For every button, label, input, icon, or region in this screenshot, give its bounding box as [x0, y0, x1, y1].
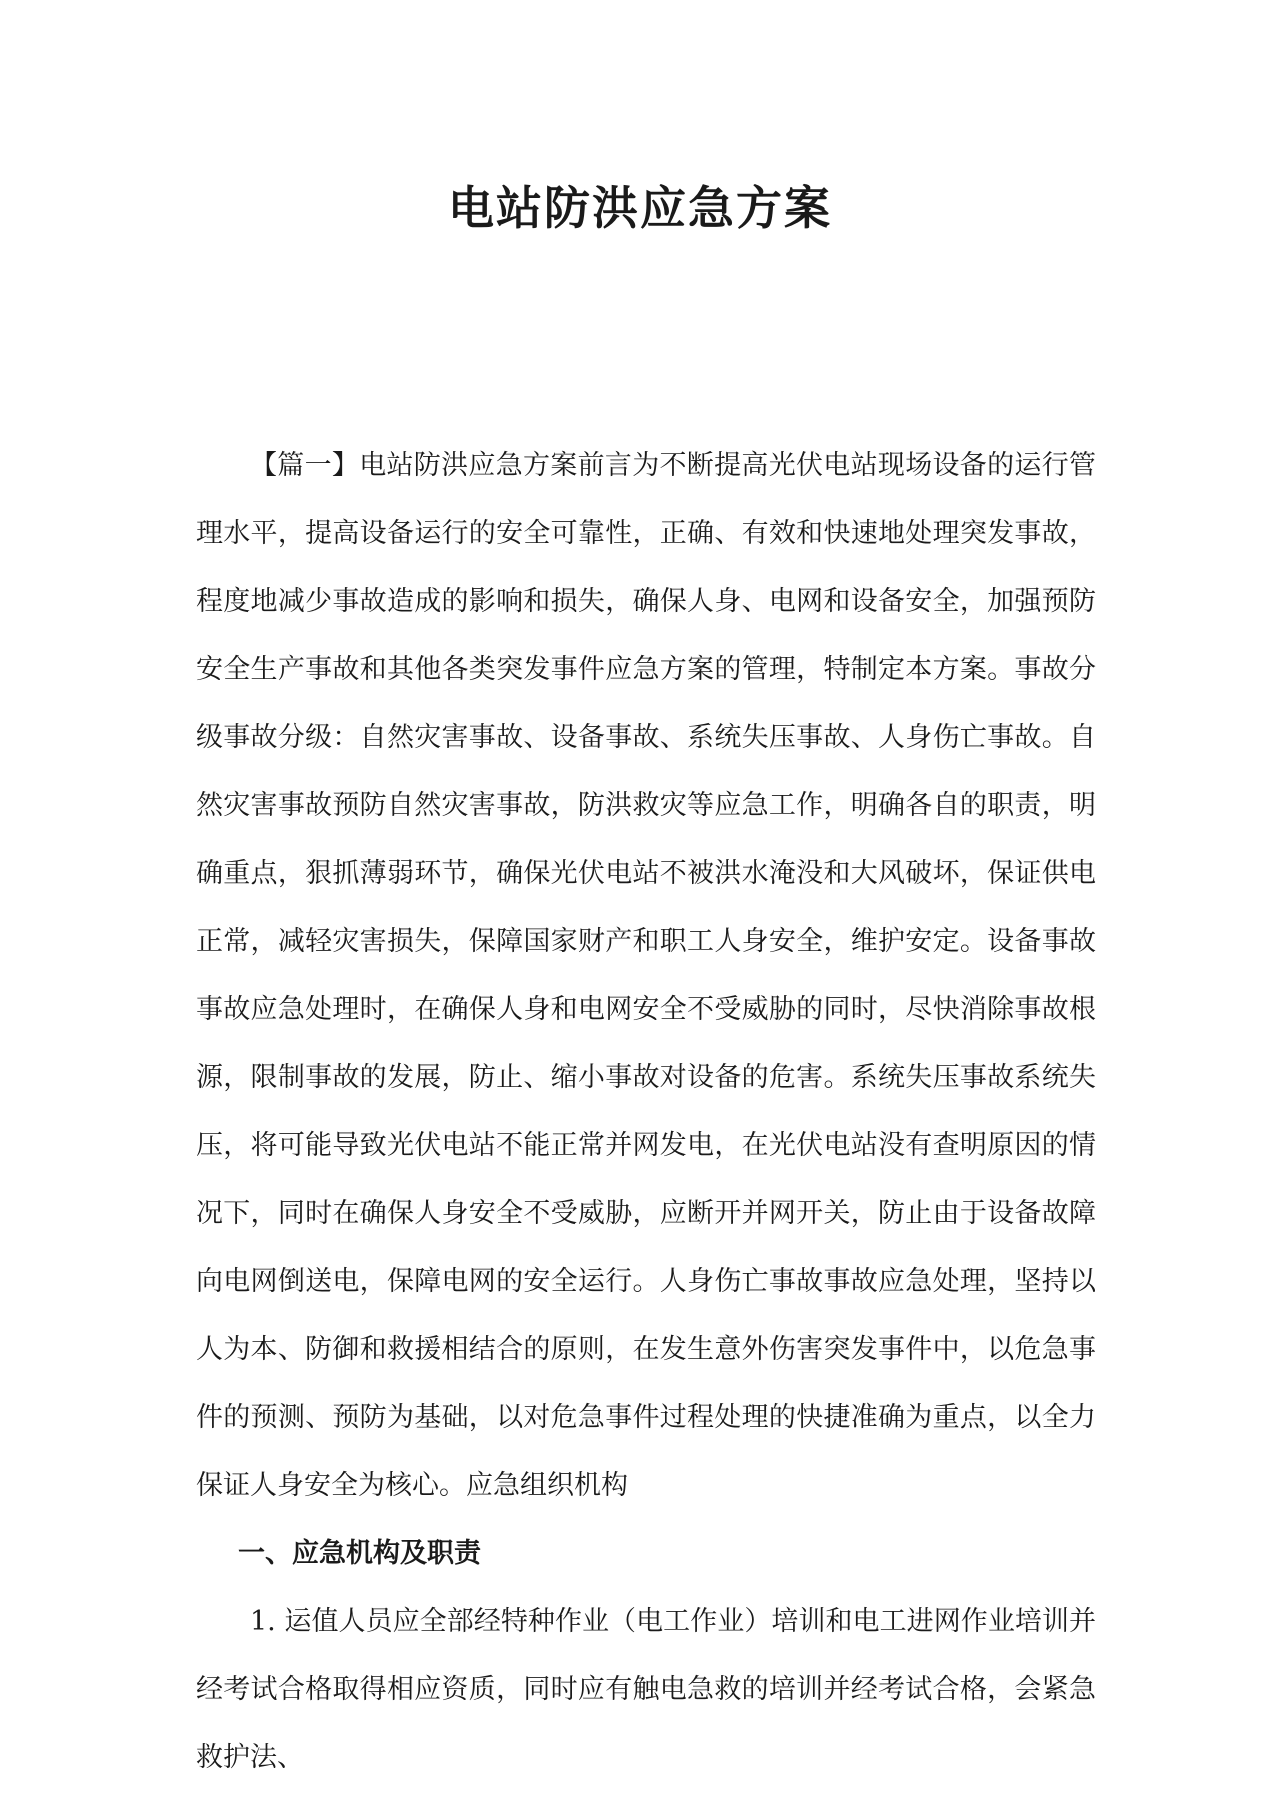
intro-paragraph: 【篇一】电站防洪应急方案前言为不断提高光伏电站现场设备的运行管理水平，提高设备运行的安全可靠性，正确、有效和快速地处理突发事故，程度地减少事故造成的影响和损失，确保人身、电网和设备安全，加强预防安全生产事故和其他各类突发事件应急方案的管理，特制定本方案。事故分级事故分级：自然灾害事故、设备事故、系统失压事故、人身伤亡事故。自然灾害事故预防自然灾害事故，防洪救灾等应急工作，明确各自的职责，明确重点，狠抓薄弱环节，确保光伏电站不被洪水淹没和大风破坏，保证供电正常，减轻灾害损失，保障国家财产和职工人身安全，维护安定。设备事故事故应急处理时，在确保人身和电网安全不受威胁的同时，尽快消除事故根源，限制事故的发展，防止、缩小事故对设备的危害。系统失压事故系统失压，将可能导致光伏电站不能正常并网发电，在光伏电站没有查明原因的情况下，同时在确保人身安全不受威胁，应断开并网开关，防止由于设备故障向电网倒送电，保障电网的安全运行。人身伤亡事故事故应急处理，坚持以人为本、防御和救援相结合的原则，在发生意外伤害突发事件中，以危急事件的预测、预防为基础，以对危急事件过程处理的快捷准确为重点，以全力保证人身安全为核心。应急组织机构 [196, 450, 1096, 1501]
document-title: 电站防洪应急方案 [448, 181, 832, 235]
section-heading: 一、应急机构及职责 [238, 1538, 481, 1569]
list-item: 1. 运值人员应全部经特种作业（电工作业）培训和电工进网作业培训并经考试合格取得相应资质，同时应有触电急救的培训并经考试合格，会紧急救护法、 [196, 1606, 1096, 1773]
document-body [196, 432, 1096, 1792]
